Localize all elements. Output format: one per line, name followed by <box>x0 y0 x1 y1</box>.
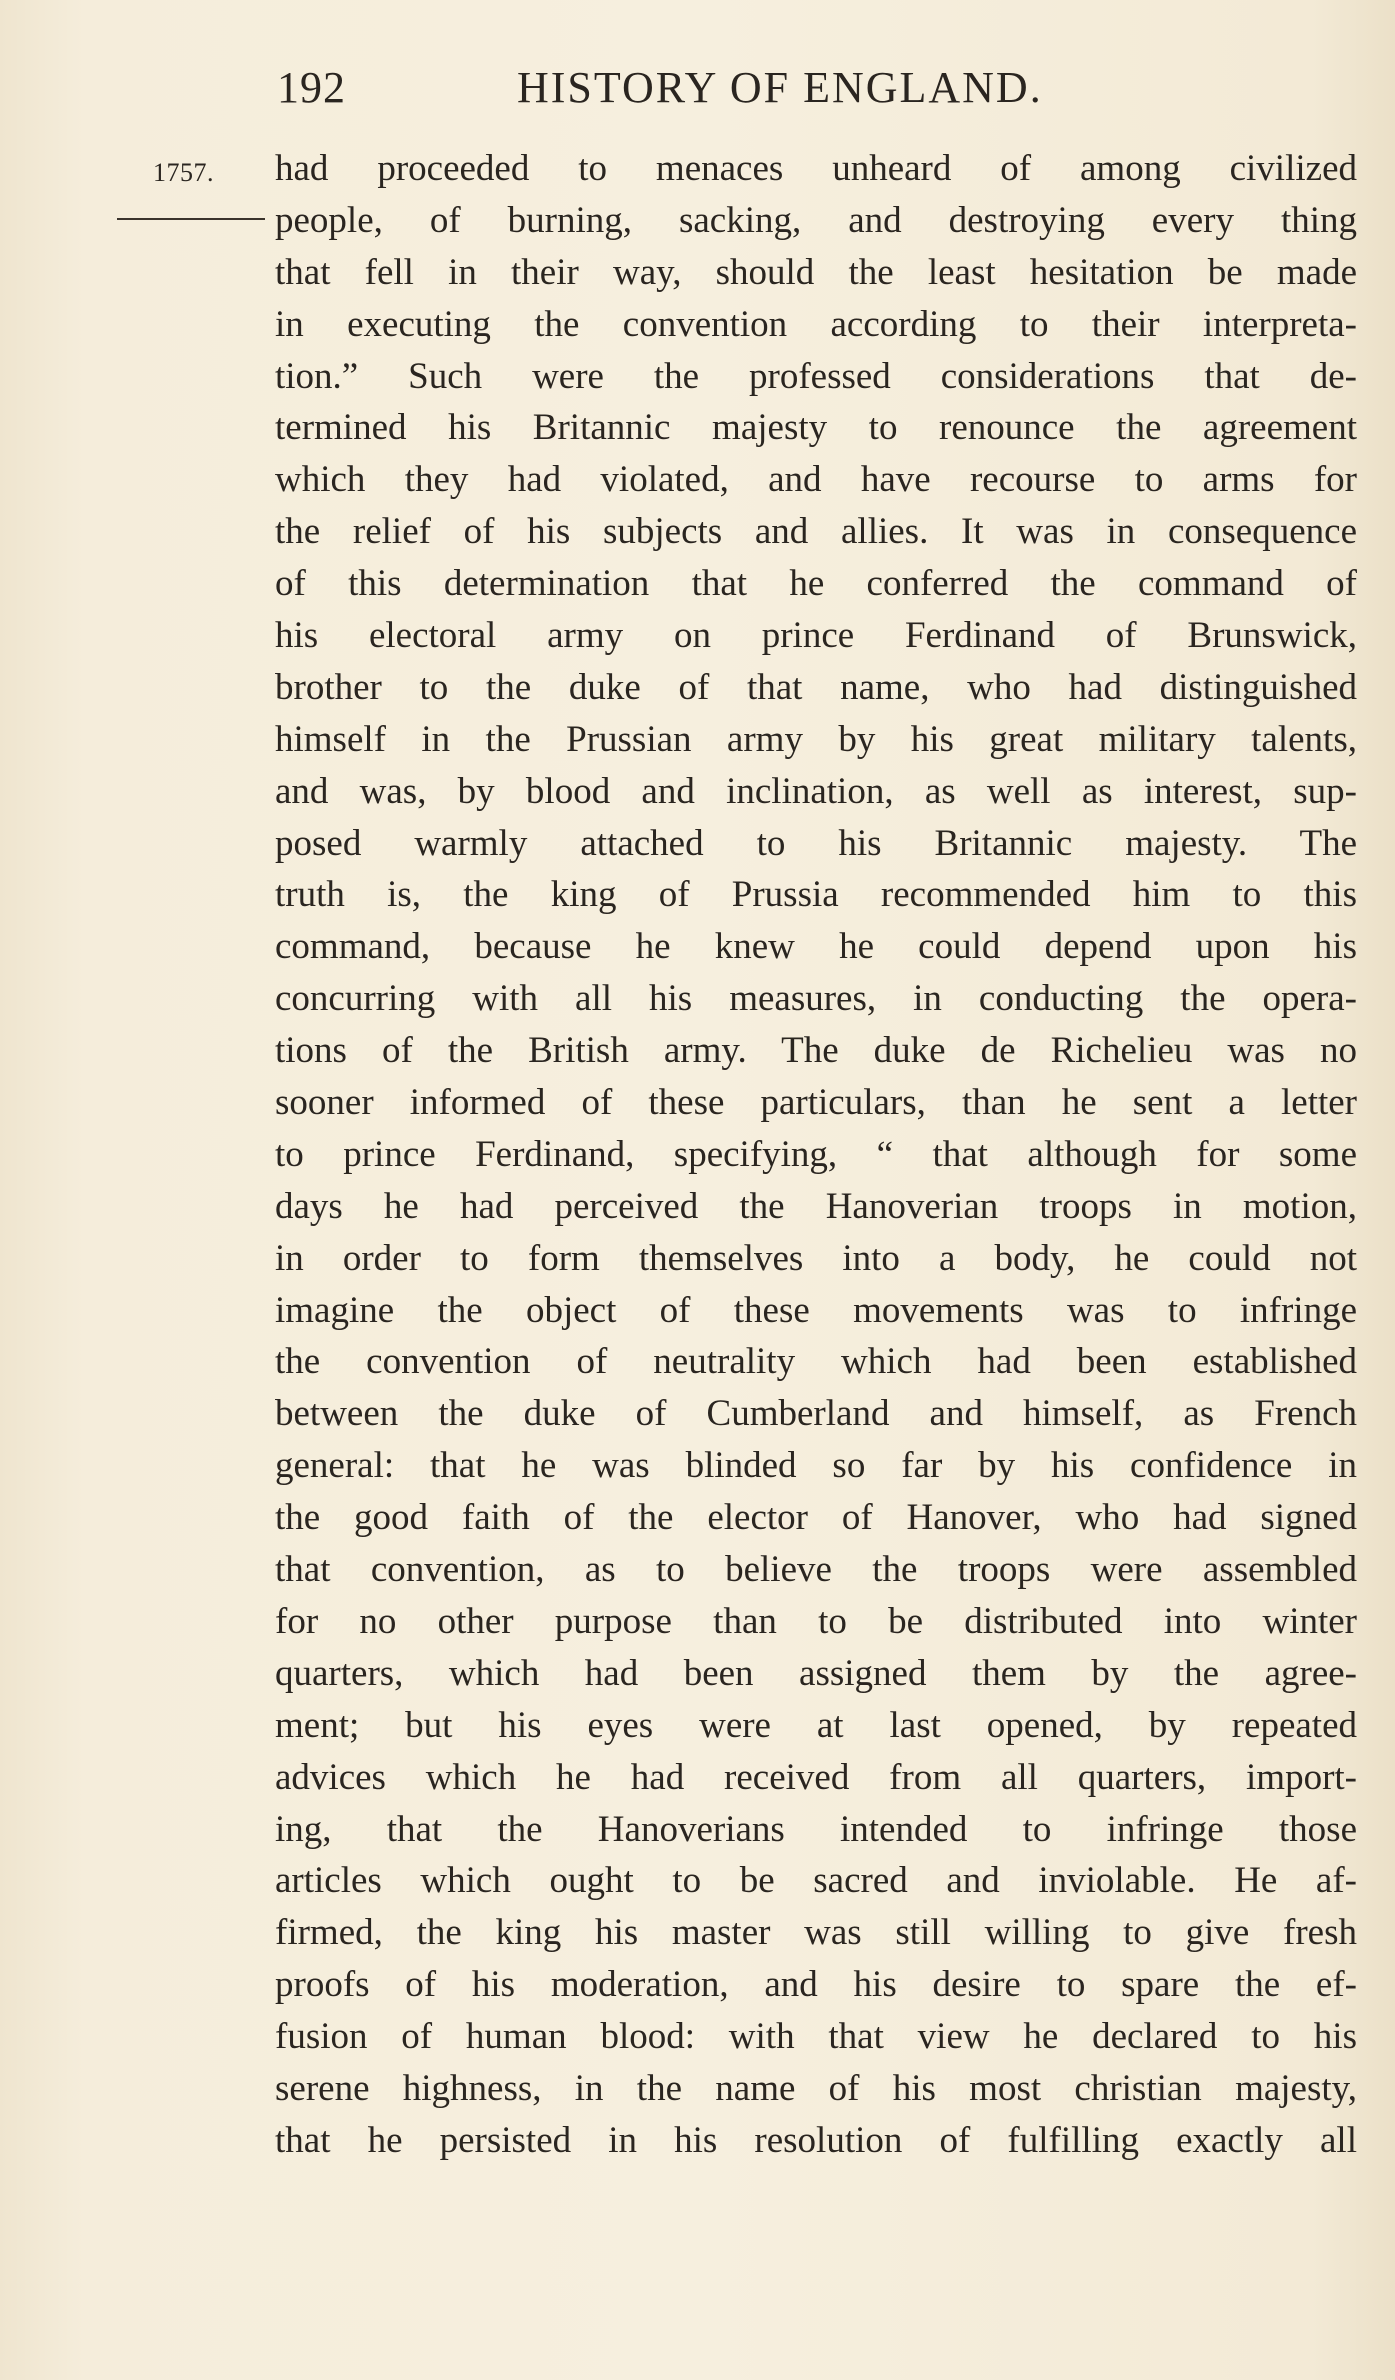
text-line: for no other purpose than to be distributed into winter <box>275 1600 1357 1642</box>
text-line: days he had perceived the Hanoverian troops in motion, <box>275 1185 1357 1227</box>
text-line: that fell in their way, should the least hesitation be made <box>275 251 1357 293</box>
text-line: brother to the duke of that name, who had distinguished <box>275 666 1357 708</box>
text-line: people, of burning, sacking, and destroying every thing <box>275 199 1357 241</box>
text-line: fusion of human blood: with that view he declared to his <box>275 2016 1357 2058</box>
text-line: proofs of his moderation, and his desire to spare the ef- <box>275 1964 1357 2006</box>
text-line: ment; but his eyes were at last opened, by repeated <box>275 1704 1357 1746</box>
margin-year-note: 1757. <box>153 158 214 187</box>
text-line: firmed, the king his master was still willing to give fresh <box>275 1912 1357 1954</box>
margin-rule-divider <box>117 218 265 220</box>
text-line: quarters, which had been assigned them by the agree- <box>275 1652 1357 1694</box>
text-line: serene highness, in the name of his most christian majesty, <box>275 2067 1357 2109</box>
text-line: to prince Ferdinand, specifying, “ that although for some <box>275 1133 1357 1175</box>
text-line: the good faith of the elector of Hanover, who had signed <box>275 1497 1357 1539</box>
text-line: posed warmly attached to his Britannic majesty. The <box>275 822 1357 864</box>
text-line: concurring with all his measures, in conducting the opera- <box>275 978 1357 1020</box>
running-header <box>277 62 1357 122</box>
body-text <box>275 143 1357 2167</box>
text-line: in executing the convention according to their interpreta- <box>275 303 1357 345</box>
text-line: sooner informed of these particulars, than he sent a letter <box>275 1082 1357 1124</box>
text-line: that convention, as to believe the troops were assembled <box>275 1549 1357 1591</box>
text-line: general: that he was blinded so far by his confidence in <box>275 1445 1357 1487</box>
text-line: ing, that the Hanoverians intended to infringe those <box>275 1808 1357 1850</box>
text-line: had proceeded to menaces unheard of among civilized <box>275 148 1357 189</box>
text-line: of this determination that he conferred the command of <box>275 563 1357 605</box>
text-line: truth is, the king of Prussia recommended him to this <box>275 874 1357 916</box>
text-line: articles which ought to be sacred and inviolable. He af- <box>275 1860 1357 1902</box>
text-line: tions of the British army. The duke de Richelieu was no <box>275 1030 1357 1072</box>
text-line: between the duke of Cumberland and himself, as French <box>275 1393 1357 1435</box>
page-number: 192 <box>277 63 346 112</box>
text-line: that he persisted in his resolution of fulfilling exactly all <box>275 2119 1357 2161</box>
text-line: his electoral army on prince Ferdinand of Brunswick, <box>275 615 1357 657</box>
text-line: advices which he had received from all quarters, import- <box>275 1756 1357 1798</box>
text-line: which they had violated, and have recourse to arms for <box>275 459 1357 501</box>
text-line: command, because he knew he could depend upon his <box>275 926 1357 968</box>
text-line: in order to form themselves into a body, he could not <box>275 1237 1357 1279</box>
text-line: himself in the Prussian army by his great military talents, <box>275 718 1357 760</box>
running-title: HISTORY OF ENGLAND. <box>517 63 1043 112</box>
text-line: termined his Britannic majesty to renounce the agreement <box>275 407 1357 449</box>
text-line: imagine the object of these movements was to infringe <box>275 1289 1357 1331</box>
text-line: and was, by blood and inclination, as well as interest, sup- <box>275 770 1357 812</box>
text-line: the relief of his subjects and allies. It was in consequence <box>275 511 1357 553</box>
text-line: tion.” Such were the professed considerations that de- <box>275 355 1357 397</box>
text-line: the convention of neutrality which had been established <box>275 1341 1357 1383</box>
